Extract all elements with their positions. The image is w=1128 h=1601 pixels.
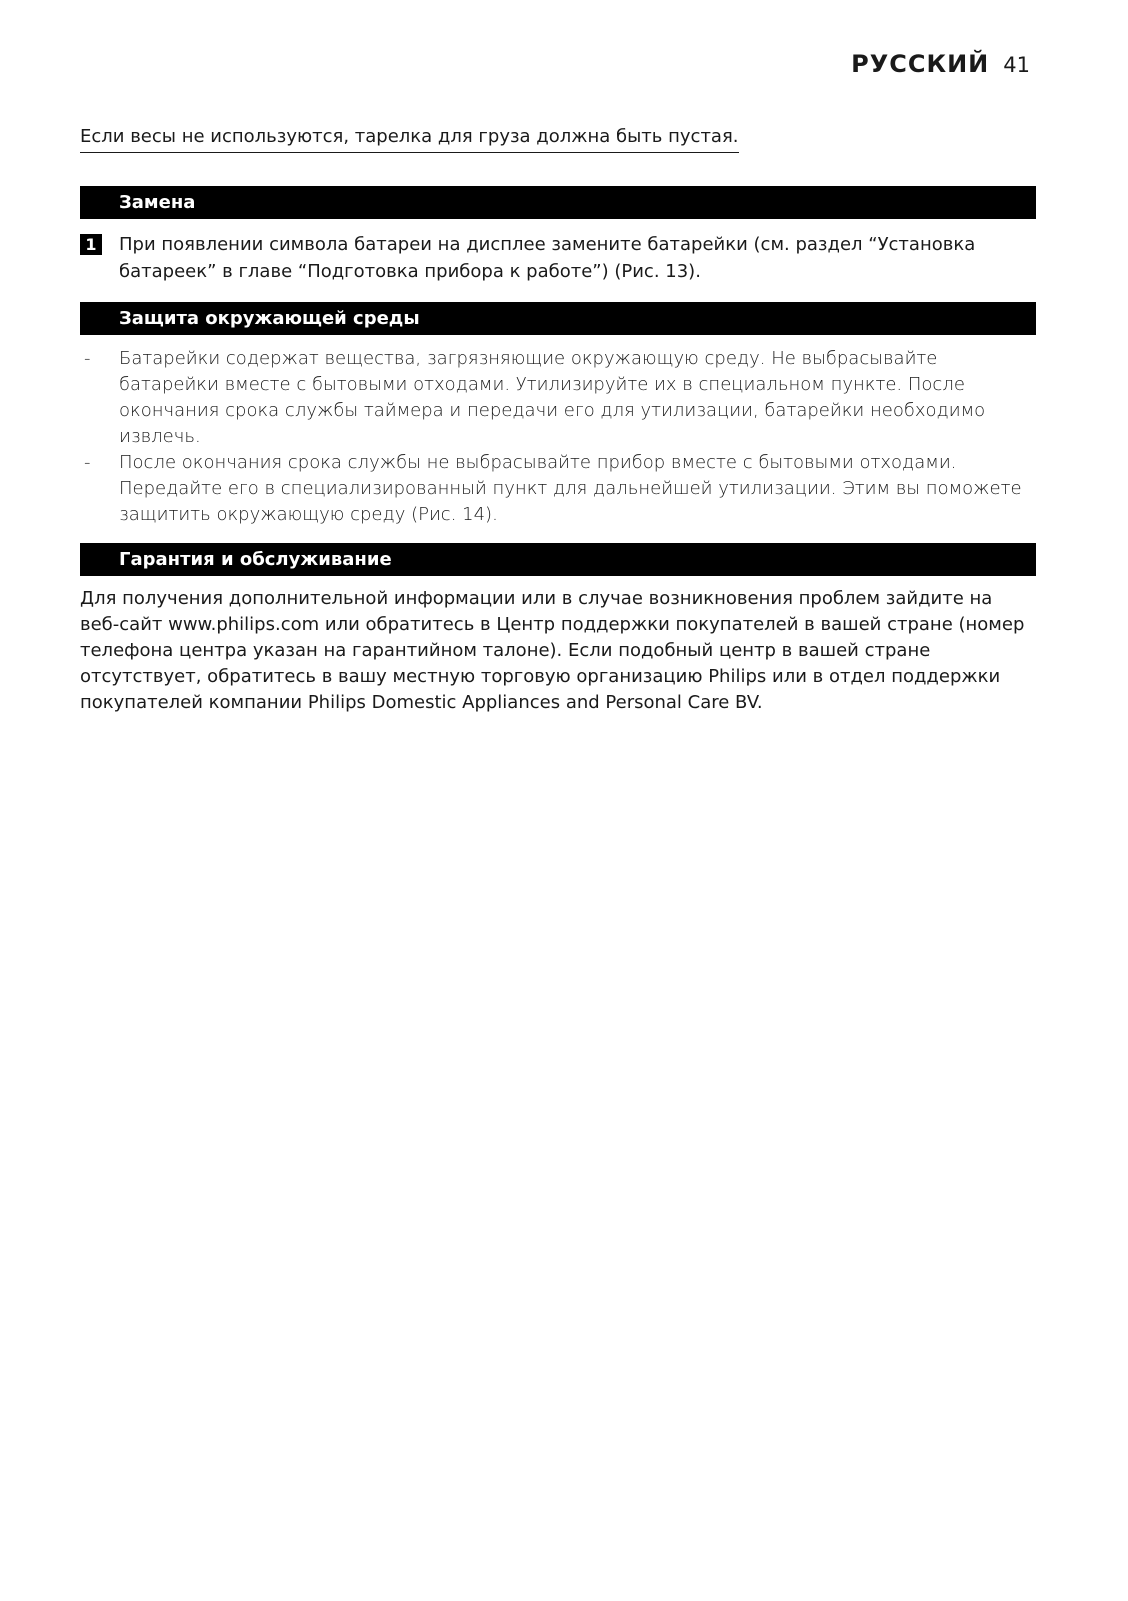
page-content	[80, 124, 1036, 716]
bullet-dash: -	[84, 452, 91, 473]
section-title-environment: Защита окружающей среды	[80, 302, 1036, 335]
page-number: 41	[1003, 53, 1030, 77]
environment-bullet-list	[80, 346, 1036, 528]
bullet-dash: -	[84, 348, 91, 369]
bullet-text: Батарейки содержат вещества, загрязняющие окружающую среду. Не выбрасывайте батарейки вместе с бытовыми отходами. Утилизируйте их в специальном пункте. После окончания срока службы таймера и передачи его для утилизации, батарейки необходимо извлечь.	[119, 348, 986, 447]
language-label: РУССКИЙ	[851, 50, 990, 78]
step-number-badge: 1	[80, 234, 102, 255]
step-item	[80, 231, 1036, 285]
section-title-warranty: Гарантия и обслуживание	[80, 543, 1036, 576]
bullet-text: После окончания срока службы не выбрасывайте прибор вместе с бытовыми отходами. Передайте его в специализированный пункт для дальнейшей утилизации. Этим вы поможете защитить окружающую среду (Рис. 14).	[119, 452, 1022, 525]
warning-note: Если весы не используются, тарелка для груза должна быть пустая.	[80, 124, 739, 153]
warranty-text: Для получения дополнительной информации или в случае возникновения проблем зайдите на веб-сайт www.philips.com или обратитесь в Центр поддержки покупателей в вашей стране (номер телефона центра указан на гарантийном талоне). Если подобный центр в вашей стране отсутствует, обратитесь в вашу местную торговую организацию Philips или в отдел поддержки покупателей компании Philips Domestic Appliances and Personal Care BV.	[80, 588, 1025, 713]
list-item	[80, 346, 1036, 450]
step-text: При появлении символа батареи на дисплее замените батарейки (см. раздел “Установка батареек” в главе “Подготовка прибора к работе”) (Рис. 13).	[119, 234, 976, 282]
section-title-replacement: Замена	[80, 186, 1036, 219]
list-item	[80, 450, 1036, 528]
page-header	[851, 50, 1030, 78]
